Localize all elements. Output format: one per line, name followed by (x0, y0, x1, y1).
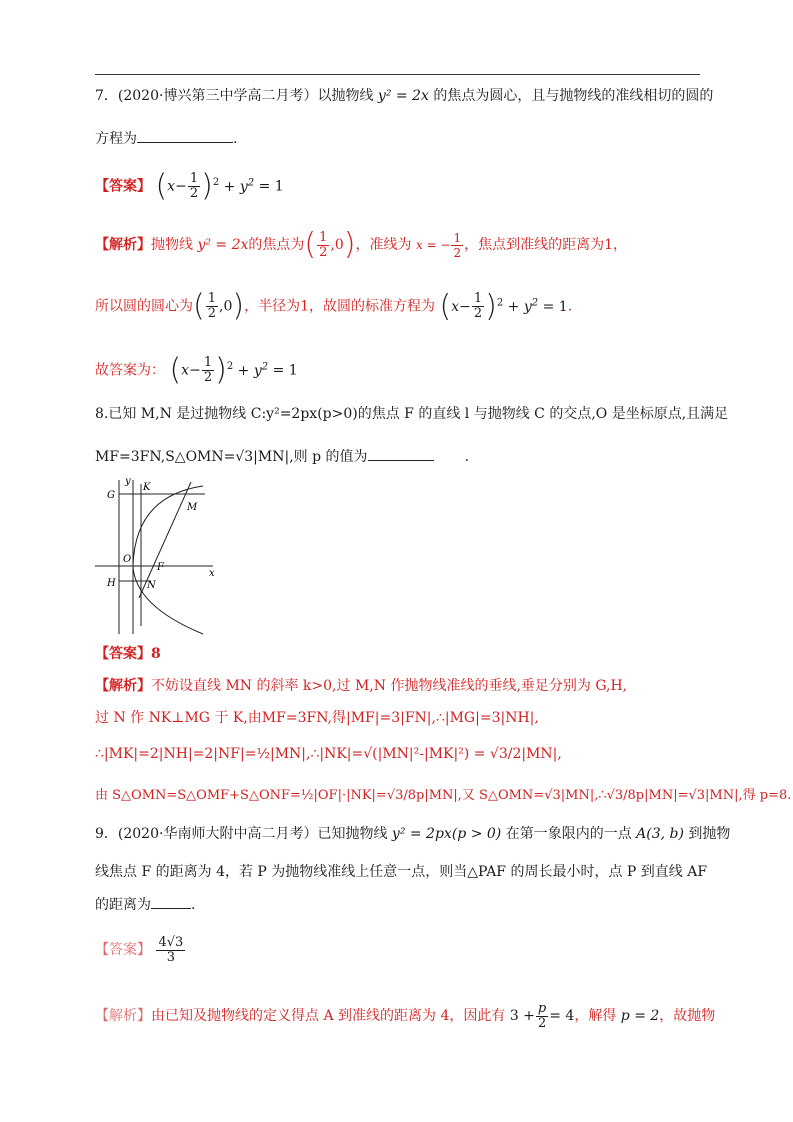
q8-analysis-row2: 过 N 作 NK⊥MG 于 K,由MF=3FN,得|MF|=3|FN|,∴|MG|=3|NH|, (95, 710, 539, 726)
paren-left: ( (155, 168, 168, 204)
text: ，焦点到准线的距离为 (464, 237, 605, 253)
fraction-half (188, 172, 200, 201)
header-rule (95, 74, 700, 75)
q9-analysis-label: 【解析】 (95, 1008, 151, 1024)
text: 抛物线 (151, 237, 193, 253)
q7-answer-row: 【答案】 (x− $\frac{1}{2}$ )$^2 + y^2 = 1$ (95, 168, 284, 204)
label-N: N (147, 580, 156, 591)
q7-equation: y² = 2x (377, 88, 429, 104)
q7-stem-text: 7．(2020·博兴第三中学高二月考）以抛物线 (95, 88, 374, 104)
text: ，故抛物 (659, 1008, 716, 1024)
q9-stem-line2: 线焦点 F 的距离为 4，若 P 为抛物线准线上任意一点，则当△PAF 的周长最小时，点 P 到直线 AF (95, 864, 708, 880)
q9-stem-line3 (95, 894, 195, 915)
q7-analysis-row2: 所以圆的圆心为( $\frac{1}{2}$ ,0)，半径为1，故圆的标准方程为 (x− $\frac{1}{2}$ )$^2 + y^2 = 1$. (95, 288, 573, 324)
text: 在第一象限内的一点 (505, 826, 632, 842)
text: 到抛物 (688, 826, 731, 842)
q8-answer-blank (368, 446, 434, 461)
label-K: K (143, 482, 151, 493)
q9-stem-line1 (95, 824, 730, 844)
q8-analysis-row3: ∴|MK|=2|NH|=2|NF|=½|MN|,∴|NK|=√(|MN|²-|MK|²) = √3/2|MN|, (95, 746, 562, 762)
text: p = 2 (620, 1008, 660, 1024)
frac-num: 1 (453, 230, 462, 245)
eq-1: = 1 (272, 362, 298, 379)
frac-num: 1 (207, 291, 216, 307)
q8-answer-value: 8 (151, 646, 161, 662)
text: 的焦点为 (248, 237, 305, 253)
q7-answer-label: 【答案】 (95, 178, 151, 195)
frac-num: p (537, 1000, 547, 1016)
value-1: 1 (604, 237, 614, 253)
label-F: F (157, 562, 164, 573)
exp-2: 2 (212, 177, 220, 188)
text: 9．(2020·华南师大附中高二月考）已知抛物线 (95, 826, 388, 842)
q7-stem-line1 (95, 86, 713, 106)
q8-stem-line1: 8.已知 M,N 是过抛物线 C:y²=2px(p>0)的焦点 F 的直线 l 与抛物线 C 的交点,O 是坐标原点,且满足 (95, 406, 729, 422)
frac-num: 1 (203, 355, 213, 371)
frac-den: 2 (319, 244, 328, 260)
text: = 4 (549, 1008, 575, 1024)
period: . (464, 449, 470, 465)
q7-stem-line2 (95, 128, 237, 149)
q8-stem-line2 (95, 446, 469, 467)
text: 3 + (509, 1008, 535, 1024)
label-M: M (187, 502, 198, 513)
label-O: O (123, 554, 132, 565)
q9-answer-blank (151, 894, 191, 909)
frac-den: 2 (453, 245, 462, 260)
text: 故答案为： (95, 362, 165, 379)
frac-den: 2 (537, 1015, 547, 1031)
period: . (191, 897, 196, 913)
paren-right: ) (201, 168, 213, 204)
q8-analysis-row1 (95, 676, 627, 696)
label-H: H (107, 578, 116, 589)
value-1: 1 (300, 298, 310, 315)
q7-analysis-row1: 【解析】抛物线 y² = 2x的焦点为( $\frac{1}{2}$ ,0)，准线为 x = − $\frac{1}{2}$ ，焦点到准线的距离为1， (95, 227, 628, 262)
text: 的距离为 (95, 897, 151, 913)
label-x: x (209, 568, 215, 579)
text: 所以圆的圆心为 (95, 298, 193, 315)
zero: 0 (223, 298, 233, 315)
q8-answer-row (95, 644, 161, 664)
frac-den: 3 (166, 949, 175, 965)
parabola-graph (95, 476, 225, 636)
q7-period: . (233, 131, 238, 147)
equation: y² = 2x (197, 237, 249, 253)
var-x: x (167, 178, 176, 195)
q8-analysis-row4: 由 S△OMN=S△OMF+S△ONF=½|OF|·|NK|=√3/8p|MN|,又 S△OMN=√3|MN|,∴√3/8p|MN|=√3|MN|,得 p=8. (95, 788, 792, 803)
q8-analysis-label: 【解析】 (95, 678, 151, 694)
text: 不妨设直线 MN 的斜率 k>0,过 M,N 作抛物线准线的垂线,垂足分别为 G,H, (151, 678, 628, 694)
text: ，故圆的标准方程为 (309, 298, 436, 315)
q9-analysis-row1 (95, 996, 715, 1036)
equation: y² = 2px(p > 0) (391, 826, 502, 842)
q7-analysis-label: 【解析】 (95, 237, 151, 253)
q9-answer-row (95, 930, 186, 970)
frac-num: 1 (319, 229, 328, 245)
q7-stem-text-b: 的焦点为圆心，且与抛物线的准线相切的圆的 (433, 88, 714, 104)
q7-stem-line2-text: 方程为 (95, 131, 137, 147)
text: MF=3FN,S△OMN=√3|MN|,则 p 的值为 (95, 449, 368, 465)
frac-num: 4√3 (158, 934, 184, 950)
frac-den: 2 (203, 370, 213, 386)
eq-1: = 1 (258, 178, 284, 195)
text: ， (613, 237, 628, 253)
frac-num: 1 (189, 171, 199, 187)
label-G: G (107, 490, 115, 501)
frac-den: 2 (207, 306, 216, 322)
q8-answer-label: 【答案】 (95, 646, 151, 662)
q7-final-answer: 故答案为： (x− $\frac{1}{2}$ )$^2 + y^2 = 1$ (95, 352, 298, 388)
text: ，半径为 (244, 298, 301, 315)
text: 由已知及抛物线的定义得点 A 到准线的距离为 4，因此有 (151, 1008, 506, 1024)
label-y: y (125, 476, 131, 487)
frac-den: 2 (189, 186, 199, 202)
text: ，解得 (574, 1008, 617, 1024)
q7-answer-blank (137, 128, 233, 143)
text: ，准线为 (355, 237, 412, 253)
point-A: A(3, b) (636, 826, 684, 842)
zero: 0 (334, 237, 344, 253)
q9-answer-label: 【答案】 (95, 942, 151, 958)
